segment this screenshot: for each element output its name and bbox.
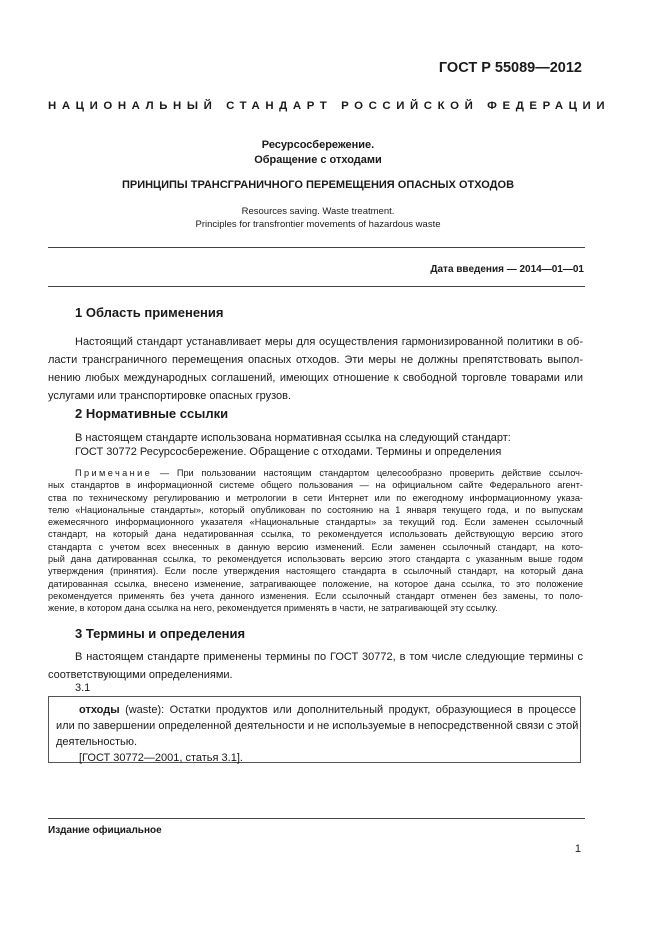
- term-line: деятельностью.: [56, 736, 138, 748]
- english-title-1: Resources saving. Waste treatment.: [241, 206, 395, 217]
- text-line: нению любых международных соглашений, имеющих отношение к свободной торговле товарами или: [48, 372, 583, 384]
- section-2-line-1: В настоящем стандарте использована нормативная ссылка на следующий стандарт:: [75, 432, 511, 444]
- note-line: ства по техническому регулированию и метрологии в сети Интернет или по ежегодному информационному указа-: [48, 492, 583, 503]
- text-line: услугами или транспортировке опасных грузов.: [48, 390, 292, 402]
- english-title-2: Principles for transfrontier movements of hazardous waste: [195, 219, 441, 230]
- title-line-1: Ресурсосбережение.: [261, 139, 375, 151]
- standard-banner: НАЦИОНАЛЬНЫЙ СТАНДАРТ РОССИЙСКОЙ ФЕДЕРАЦИИ: [48, 100, 611, 112]
- text-line: Настоящий стандарт устанавливает меры для осуществления гармонизированной политики в об-: [75, 336, 583, 348]
- note-line: рый дана датированная ссылка, то рекомендуется использовать версию этого стандарта с указанным выше годом: [48, 554, 583, 565]
- note-line: рекомендуется применять без учета данного изменения. Если ссылочный стандарт отменен без замены, то поло-: [48, 590, 583, 601]
- title-main: ПРИНЦИПЫ ТРАНСГРАНИЧНОГО ПЕРЕМЕЩЕНИЯ ОПАСНЫХ ОТХОДОВ: [121, 179, 515, 191]
- section-1-paragraph: [48, 333, 583, 405]
- text-line: соответствующими определениями.: [48, 669, 233, 681]
- note-text: — При пользовании настоящим стандартом целесообразно проверить действие ссылоч-: [159, 468, 583, 478]
- note-line: стандарта с учетом всех внесенных в данную версию изменений. Если заменен ссылочный стандарт, на кото-: [48, 541, 583, 552]
- section-3-paragraph: [48, 648, 583, 684]
- divider: [48, 286, 585, 287]
- section-3-heading: 3 Термины и определения: [75, 626, 246, 641]
- footer-divider: [48, 818, 585, 819]
- term-source: [ГОСТ 30772—2001, статья 3.1].: [79, 752, 243, 764]
- term-number: 3.1: [75, 682, 91, 694]
- term-line: или по завершении определенной деятельности и не используемые в непосредственной связи с этой: [56, 720, 579, 732]
- term-definition: [56, 702, 579, 766]
- intro-date: Дата введения — 2014—01—01: [430, 264, 584, 275]
- note-line: утверждения (принятия). Если после утверждения настоящего стандарта в ссылочный стандарт, на который дана: [48, 566, 583, 577]
- page-number: 1: [574, 843, 581, 855]
- term-text: (waste): Остатки продуктов или дополнительный продукт, образующиеся в процессе: [119, 704, 576, 716]
- text-line: В настоящем стандарте применены термины по ГОСТ 30772, в том числе следующие термины с: [75, 651, 583, 663]
- note-label: Примечание: [75, 468, 153, 478]
- gost-code: ГОСТ Р 55089—2012: [438, 60, 582, 76]
- note-line: стандарт, на который дана недатированная ссылка, то рекомендуется использовать действующую версию этого: [48, 529, 583, 540]
- section-2-reference: ГОСТ 30772 Ресурсосбережение. Обращение с отходами. Термины и определения: [75, 446, 502, 458]
- note-line: ежемесячного информационного указателя «Национальные стандарты» за текущий год. Если заменен ссылочный: [48, 517, 583, 528]
- note-line: телю «Национальные стандарты», который опубликован по состоянию на 1 января текущего года, и по выпускам: [48, 504, 583, 515]
- section-1-heading: 1 Область применения: [75, 305, 224, 320]
- term-line: [56, 702, 576, 718]
- note-first-line: [48, 467, 583, 479]
- section-2-heading: 2 Нормативные ссылки: [75, 406, 229, 421]
- note-block: [48, 467, 583, 615]
- text-line: ласти трансграничного перемещения опасных отходов. Эти меры не должны препятствовать выпол-: [48, 354, 583, 366]
- note-line: датированная ссылка, внесено изменение, затрагивающее положение, на которое дана ссылка, то это положение: [48, 578, 583, 589]
- term-word: отходы: [79, 704, 120, 716]
- note-line: жение, в котором дана ссылка на него, рекомендуется применять в части, не затрагивающей эту ссылку.: [48, 603, 498, 614]
- title-line-2: Обращение с отходами: [254, 154, 382, 166]
- note-line: ных стандартов в информационной системе общего пользования — на официальном сайте Федерального агент-: [48, 480, 583, 491]
- edition-label: Издание официальное: [48, 825, 162, 836]
- divider: [48, 247, 585, 248]
